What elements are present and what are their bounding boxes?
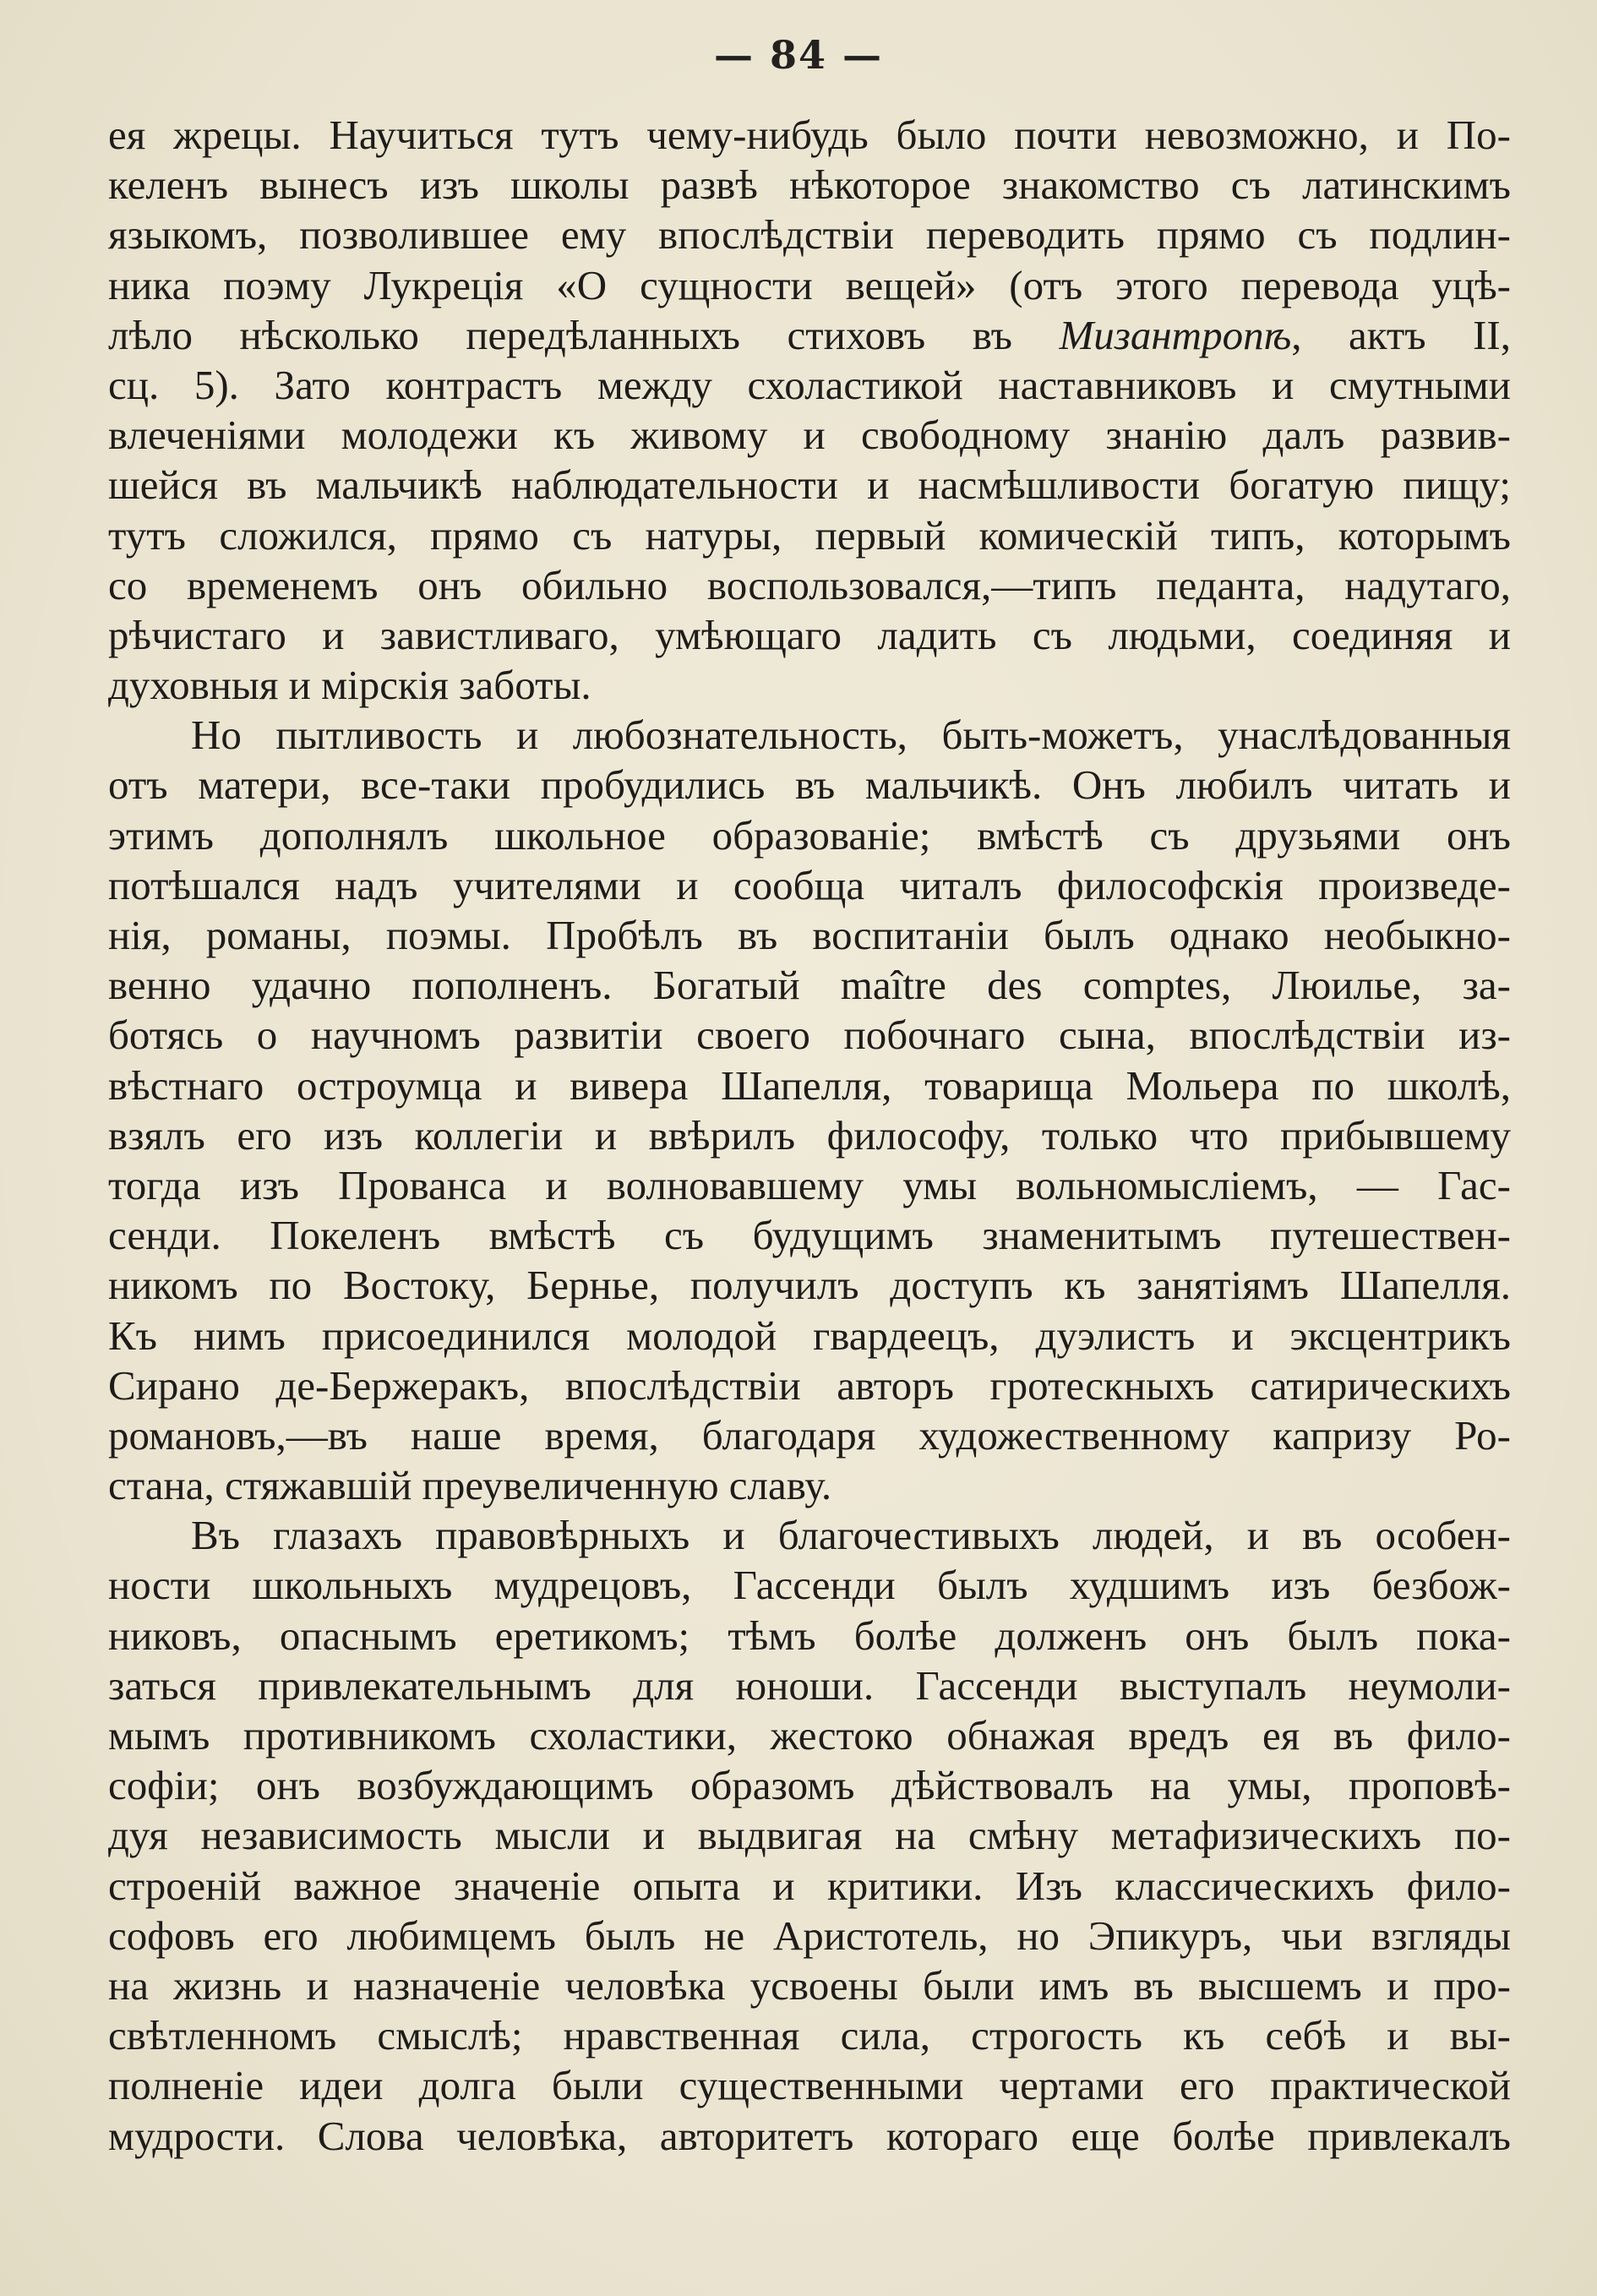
text-line: со временемъ онъ обильно воспользовался,—типъ педанта, надутаго, — [108, 561, 1511, 608]
text-line: на жизнь и назначеніе человѣка усвоены были имъ въ высшемъ и про- — [108, 1961, 1511, 2009]
text-line: Сирано де-Бержеракъ, впослѣдствіи авторъ гротескныхъ сатирическихъ — [108, 1361, 1511, 1409]
text-line: отъ матери, все-таки пробудились въ мальчикѣ. Онъ любилъ читать и — [108, 761, 1511, 809]
text-line: никовъ, опаснымъ еретикомъ; тѣмъ болѣе долженъ онъ былъ пока- — [108, 1612, 1511, 1659]
text-line: Въ глазахъ правовѣрныхъ и благочестивыхъ людей, и въ особен- — [191, 1512, 1511, 1559]
text-line: стана, стяжавшій преувеличенную славу. — [108, 1462, 832, 1509]
text-line: ника поэму Лукреція «О сущности вещей» (отъ этого перевода уцѣ- — [108, 261, 1511, 308]
text-line: языкомъ, позволившее ему впослѣдствіи переводить прямо съ подлин- — [108, 211, 1511, 259]
paragraph — [108, 710, 1511, 1510]
text-line: влеченіями молодежи къ живому и свободному знанію далъ развив- — [108, 412, 1511, 459]
paragraph — [108, 1510, 1511, 2160]
text-line: рѣчистаго и завистливаго, умѣющаго ладить съ людьми, соединяя и — [108, 611, 1511, 658]
text-line: взялъ его изъ коллегіи и ввѣрилъ философу, только что прибывшему — [108, 1111, 1511, 1159]
text-line: мудрости. Слова человѣка, авторитетъ котораго еще болѣе привлекалъ — [108, 2112, 1511, 2159]
text-line: лѣло нѣсколько передѣланныхъ стиховъ въ Мизантропѣ, актъ II, — [108, 311, 1511, 358]
text-line: софовъ его любимцемъ былъ не Аристотель, но Эпикуръ, чьи взгляды — [108, 1912, 1511, 1959]
text-line: ея жрецы. Научиться тутъ чему-нибудь было почти невозможно, и По- — [108, 112, 1511, 158]
text-line: венно удачно пополненъ. Богатый maître des comptes, Люилье, за- — [108, 962, 1511, 1009]
text-line: строеній важное значеніе опыта и критики. Изъ классическихъ фило- — [108, 1862, 1511, 1909]
text-line: романовъ,—въ наше время, благодаря художественному капризу Ро- — [108, 1411, 1511, 1459]
text-line: этимъ дополнялъ школьное образованіе; вмѣстѣ съ друзьями онъ — [108, 811, 1511, 859]
page-number: — 84 — — [713, 32, 884, 78]
text-line: потѣшался надъ учителями и сообща читалъ философскія произведе- — [108, 861, 1511, 908]
text-line: полненіе идеи долга были существенными чертами его практической — [108, 2062, 1511, 2109]
text-line: шейся въ мальчикѣ наблюдательности и насмѣшливости богатую пищу; — [108, 461, 1511, 509]
text-line: заться привлекательнымъ для юноши. Гассенди выступалъ неумоли- — [108, 1661, 1511, 1709]
text-line: ботясь о научномъ развитіи своего побочнаго сына, впослѣдствіи из- — [108, 1012, 1511, 1059]
text-line: свѣтленномъ смыслѣ; нравственная сила, строгость къ себѣ и вы- — [108, 2012, 1511, 2059]
text-line: Но пытливость и любознательность, быть-можетъ, унаслѣдованныя — [191, 712, 1511, 759]
text-line: мымъ противникомъ схоластики, жестоко обнажая вредъ ея въ фило- — [108, 1712, 1511, 1759]
body-text — [108, 110, 1511, 2161]
text-line: сц. 5). Зато контрастъ между схоластикой наставниковъ и смутными — [108, 361, 1511, 408]
text-line: софіи; онъ возбуждающимъ образомъ дѣйствовалъ на умы, проповѣ- — [108, 1762, 1511, 1809]
text-line: нія, романы, поэмы. Пробѣлъ въ воспитаніи былъ однако необыкно- — [108, 912, 1511, 958]
text-line: сенди. Покеленъ вмѣстѣ съ будущимъ знаменитымъ путешествен- — [108, 1212, 1511, 1259]
text-line: келенъ вынесъ изъ школы развѣ нѣкоторое знакомство съ латинскимъ — [108, 161, 1511, 209]
text-line: духовныя и мірскія заботы. — [108, 662, 591, 709]
text-line: тутъ сложился, прямо съ натуры, первый комическій типъ, которымъ — [108, 511, 1511, 559]
text-line: никомъ по Востоку, Бернье, получилъ доступъ къ занятіямъ Шапелля. — [108, 1262, 1511, 1309]
text-line: Къ нимъ присоединился молодой гвардеецъ, дуэлистъ и эксцентрикъ — [108, 1312, 1511, 1359]
italic-title: Мизантропѣ — [1059, 311, 1292, 358]
text-line: дуя независимость мысли и выдвигая на смѣну метафизическихъ по- — [108, 1812, 1511, 1859]
paragraph — [108, 110, 1511, 710]
text-line: ности школьныхъ мудрецовъ, Гассенди былъ худшимъ изъ безбож- — [108, 1562, 1511, 1609]
text-line: тогда изъ Прованса и волновавшему умы вольномысліемъ, — Гас- — [108, 1161, 1511, 1208]
text-line: вѣстнаго остроумца и вивера Шапелля, товарища Мольера по школѣ, — [108, 1061, 1511, 1109]
